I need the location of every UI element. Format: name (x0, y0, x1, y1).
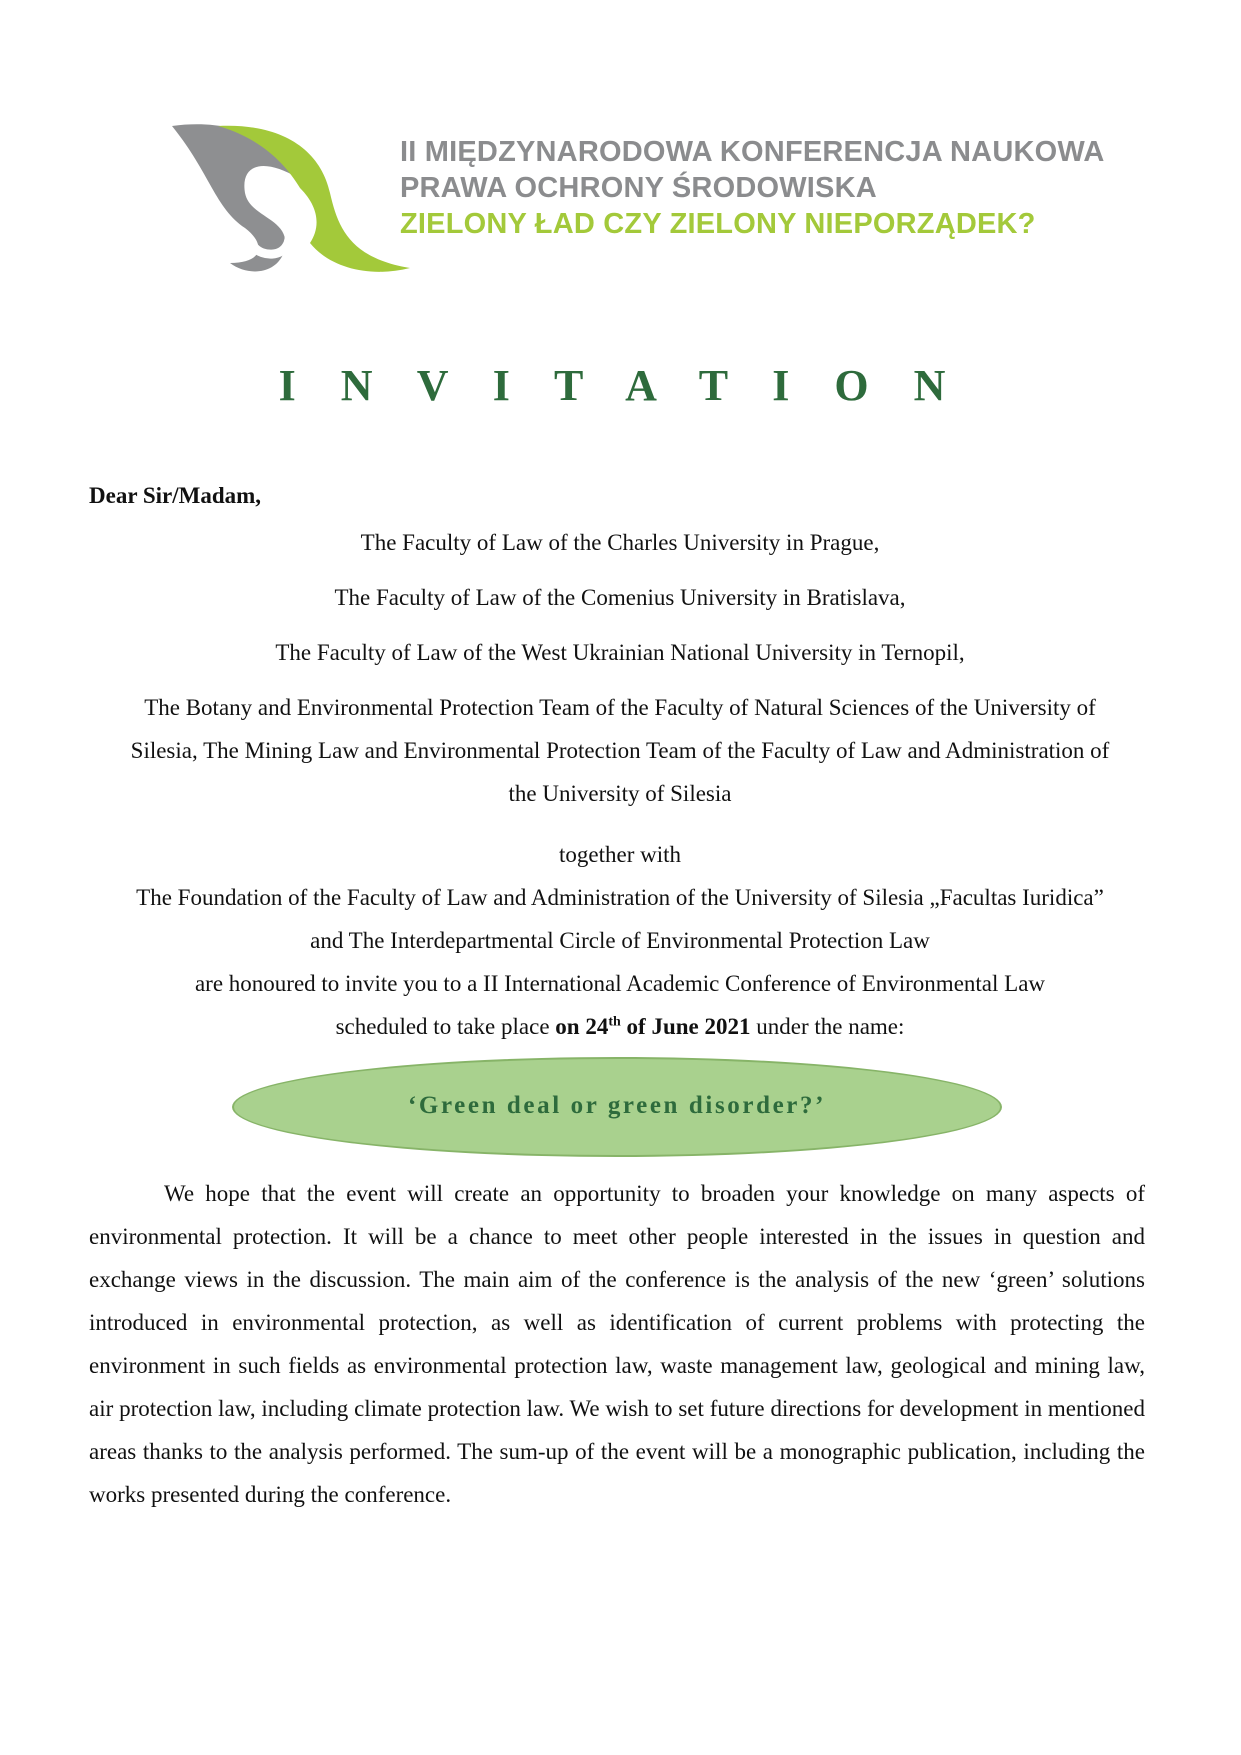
organizer-line: the University of Silesia (508, 781, 732, 806)
partner-line: The Foundation of the Faculty of Law and Administration of the University of Silesia „Facultas Iuridica” (136, 885, 1104, 910)
organizer-line: The Botany and Environmental Protection Team of the Faculty of Natural Sciences of the University of (144, 695, 1096, 720)
partner-line: and The Interdepartmental Circle of Environmental Protection Law (310, 928, 930, 953)
schedule-date (555, 1014, 750, 1039)
invitation-title: I N V I T A T I O N (278, 361, 963, 410)
organizer-line: The Faculty of Law of the West Ukrainian National University in Ternopil, (275, 640, 965, 665)
schedule-date-month: of June 2021 (620, 1014, 751, 1039)
organizer-line: The Faculty of Law of the Charles University in Prague, (360, 530, 880, 555)
conference-header (400, 134, 1104, 242)
schedule-date-day: on 24 (555, 1014, 609, 1039)
organizer-line: Silesia, The Mining Law and Environmental Protection Team of the Faculty of Law and Administration of (130, 738, 1110, 763)
partners-block (80, 833, 1160, 1048)
schedule-suffix: under the name: (750, 1014, 905, 1039)
header-line-2: PRAWA OCHRONY ŚRODOWISKA (400, 172, 877, 204)
schedule-prefix: scheduled to take place (335, 1014, 556, 1039)
header-line-1: II MIĘDZYNARODOWA KONFERENCJA NAUKOWA (400, 136, 1105, 168)
schedule-date-suffix: th (608, 1014, 621, 1030)
together-with: together with (559, 842, 681, 867)
body-paragraph: We hope that the event will create an opportunity to broaden your knowledge on many aspects of environmental protection. It will be a chance to meet other people interested in the issues in question and exchange views in the discussion. The main aim of the conference is the analysis of the new ‘green’ solutions introduced in environmental protection, as well as identification of current problems with protecting the environment in such fields as environmental protection law, waste management law, geological and mining law, air protection law, including climate protection law. We wish to set future directions for development in mentioned areas thanks to the analysis performed. The sum-up of the event will be a monographic publication, including the works presented during the conference. (89, 1181, 1145, 1507)
conference-logo (170, 118, 420, 283)
organizers-block (80, 521, 1160, 815)
conference-topic: ‘Green deal or green disorder?’ (407, 1092, 827, 1119)
organizer-line: The Faculty of Law of the Comenius University in Bratislava, (334, 585, 906, 610)
salutation: Dear Sir/Madam, (89, 483, 262, 508)
header-line-3: ZIELONY ŁAD CZY ZIELONY NIEPORZĄDEK? (400, 208, 1036, 240)
schedule-line (80, 1005, 1160, 1048)
partner-line: are honoured to invite you to a II International Academic Conference of Environmental Law (194, 971, 1046, 996)
